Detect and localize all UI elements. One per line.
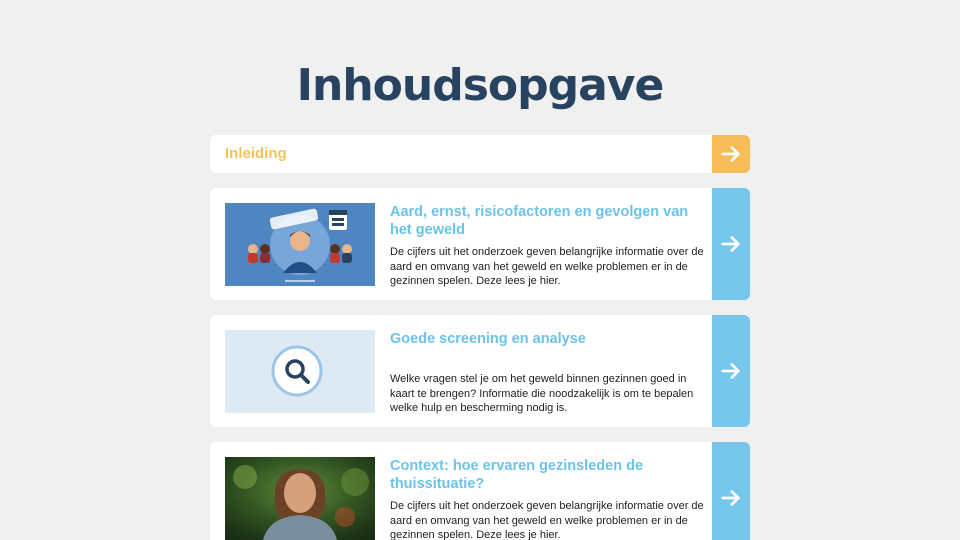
magnifier-thumbnail (225, 330, 375, 413)
intro-link[interactable] (210, 135, 750, 173)
card-arrow-button[interactable] (712, 442, 750, 540)
arrow-right-icon (720, 487, 742, 509)
card-description: De cijfers uit het onderzoek geven belangrijke informatie over de aard en omvang van het geweld en welke problemen er in de gezinnen spelen. Deze lees je hier. (390, 500, 704, 540)
page-title: Inhoudsopgave (296, 60, 664, 111)
arrow-right-icon (720, 360, 742, 382)
card-arrow-button[interactable] (712, 188, 750, 300)
card-title: Aard, ernst, risicofactoren en gevolgen van het geweld (390, 204, 689, 238)
intro-arrow-button[interactable] (712, 135, 750, 173)
chapter-card-screening[interactable] (210, 315, 750, 427)
arrow-right-icon (720, 143, 742, 165)
arrow-right-icon (720, 233, 742, 255)
chapter-card-context[interactable] (210, 442, 750, 540)
card-description: De cijfers uit het onderzoek geven belangrijke informatie over de aard en omvang van het geweld en welke problemen er in de gezinnen spelen. Deze lees je hier. (390, 246, 704, 287)
card-description: Welke vragen stel je om het geweld binnen gezinnen goed in kaart te brengen? Informatie die noodzakelijk is om te bepalen welke hulp en bescherming nodig is. (390, 373, 694, 414)
card-title: Goede screening en analyse (390, 331, 586, 347)
card-arrow-button[interactable] (712, 315, 750, 427)
chapter-card-aard[interactable] (210, 188, 750, 300)
card-title: Context: hoe ervaren gezinsleden de thuissituatie? (390, 458, 644, 492)
infographic-person-illustration (225, 203, 375, 286)
intro-label: Inleiding (225, 145, 287, 162)
person-photo (225, 457, 375, 540)
